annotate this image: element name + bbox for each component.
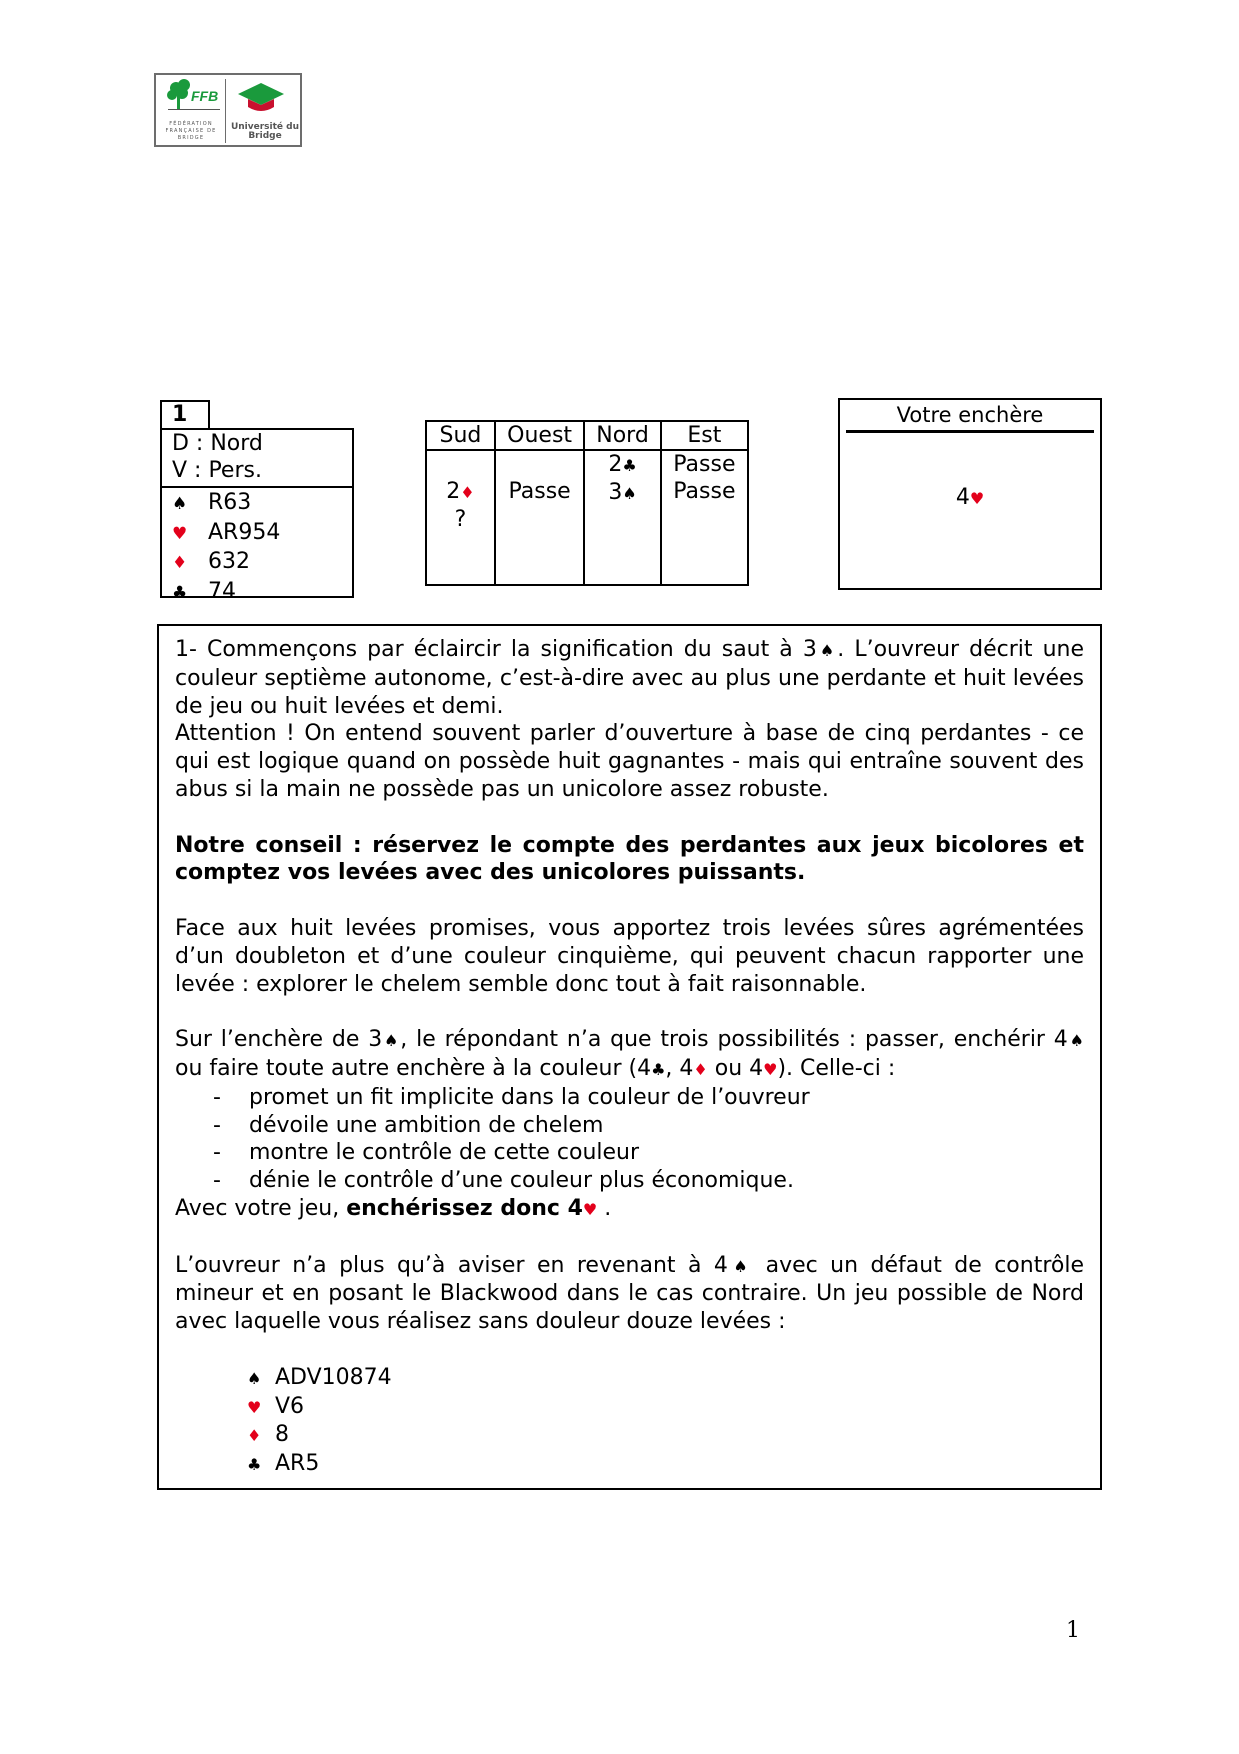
- bid-ouest-1: Passe: [508, 479, 571, 504]
- paragraph-5: Sur l’enchère de 3♠, le répondant n’a que trois possibilités : passer, enchérir 4♠ ou faire toute autre enchère à la couleur (4♣, 4♦ ou 4♥). Celle-ci :: [175, 1027, 1084, 1081]
- diamond-icon: ♦: [172, 553, 188, 573]
- ffb-subtitle: FÉDÉRATION FRANÇAISE DE BRIDGE: [165, 121, 217, 141]
- diamond-icon: ♦: [693, 1059, 708, 1079]
- advice-paragraph: Notre conseil : réservez le compte des perdantes aux jeux bicolores et comptez vos levées avec des unicolores puissants.: [175, 832, 1084, 886]
- header-nord: Nord: [584, 421, 660, 450]
- spade-icon: ♠: [1067, 1031, 1084, 1051]
- diamond-icon: ♦: [460, 483, 475, 502]
- bid-est-0: Passe: [673, 452, 736, 477]
- paragraph-1: 1- Commençons par éclaircir la signification du saut à 3♠. L’ouvreur décrit une couleur septième autonome, c’est-à-dire avec au plus une perdante et huit levées de jeu ou huit levées et demi.: [175, 637, 1085, 719]
- paragraph-4: Face aux huit levées promises, vous apportez trois levées sûres agrémentées d’un doubleton et d’une couleur cinquième, qui peuvent chacun rapporter une levée : explorer le chelem semble donc tout à fait raisonnable.: [175, 915, 1084, 997]
- suit-row-clubs: [172, 578, 352, 608]
- bid-nord-0: 2♣: [608, 452, 637, 477]
- deal-number: 1: [160, 400, 210, 428]
- dealer: D : Nord: [172, 431, 263, 456]
- north-hand: [175, 1364, 1084, 1479]
- explanation-box: [157, 624, 1102, 1490]
- north-diamonds: ♦ 8: [247, 1421, 1084, 1450]
- logo-divider: [225, 79, 226, 143]
- north-spades: ♠ ADV10874: [247, 1364, 1084, 1393]
- heart-icon: ♥: [763, 1059, 778, 1079]
- clubs-cards: 74: [208, 578, 236, 604]
- suit-row-diamonds: [172, 548, 352, 578]
- bidding-table: [425, 420, 749, 586]
- answer-box: [838, 398, 1102, 590]
- hearts-cards: AR954: [208, 519, 281, 545]
- bid-sud-2: ?: [454, 507, 467, 532]
- ffb-logo: [154, 73, 302, 147]
- club-icon: ♣: [172, 582, 188, 603]
- bullet-item: - montre le contrôle de cette couleur: [175, 1139, 1084, 1167]
- suit-row-spades: [172, 489, 352, 519]
- north-clubs: ♣ AR5: [247, 1450, 1084, 1479]
- spade-icon: ♠: [172, 494, 188, 514]
- ffb-tree-icon: [166, 79, 222, 117]
- heart-icon: ♥: [969, 489, 985, 508]
- north-hearts: ♥ V6: [247, 1393, 1084, 1422]
- graduation-cap-icon: [236, 81, 286, 115]
- bullet-item: - dénie le contrôle d’une couleur plus économique.: [175, 1167, 1084, 1195]
- column-est: [661, 450, 748, 585]
- page-number: 1: [1066, 1618, 1080, 1643]
- bullet-list: [175, 1084, 1084, 1195]
- spade-icon: ♠: [622, 484, 637, 503]
- heart-icon: ♥: [172, 523, 188, 544]
- paragraph-2: Attention ! On entend souvent parler d’ouverture à base de cinq perdantes - ce qui est logique quand on possède huit gagnantes - mais qui entraîne souvent des abus si la main ne possède pas un unicolore assez robuste.: [175, 721, 1084, 802]
- spade-icon: ♠: [247, 1368, 262, 1388]
- bid-sud-1: 2♦: [446, 479, 475, 504]
- column-sud: [426, 450, 495, 585]
- hand-box: [160, 428, 354, 604]
- header-est: Est: [661, 421, 748, 450]
- club-icon: ♣: [651, 1059, 666, 1079]
- bid-est-1: Passe: [673, 479, 736, 504]
- header-ouest: Ouest: [495, 421, 584, 450]
- bullet-item: - dévoile une ambition de chelem: [175, 1112, 1084, 1140]
- answer-divider: [846, 430, 1094, 433]
- deal-info: [162, 430, 352, 488]
- heart-icon: ♥: [582, 1199, 598, 1219]
- ffb-mark-text: FFB: [191, 88, 219, 104]
- paragraph-7: L’ouvreur n’a plus qu’à aviser en revenant à 4♠ avec un défaut de contrôle mineur et en posant le Blackwood dans le cas contraire. Un jeu possible de Nord avec laquelle vous réalisez sans douleur douze levées :: [175, 1252, 1085, 1335]
- spade-icon: ♠: [382, 1031, 401, 1051]
- bidding-header-row: [426, 421, 748, 450]
- university-text: Université du Bridge: [230, 122, 300, 141]
- heart-icon: ♥: [247, 1397, 262, 1417]
- diamonds-cards: 632: [208, 549, 250, 574]
- spade-icon: ♠: [816, 641, 838, 660]
- bid-nord-1: 3♠: [608, 480, 637, 505]
- hand-suits: [162, 488, 352, 607]
- header-sud: Sud: [426, 421, 495, 450]
- answer-title: Votre enchère: [896, 403, 1044, 427]
- spade-icon: ♠: [727, 1256, 754, 1276]
- diamond-icon: ♦: [247, 1426, 262, 1446]
- paragraph-6: Avec votre jeu, enchérissez donc 4♥ .: [175, 1195, 612, 1221]
- column-nord: [584, 450, 660, 585]
- club-icon: ♣: [622, 456, 637, 475]
- vulnerability: V : Pers.: [172, 458, 262, 483]
- answer-bid: 4♥: [955, 485, 985, 510]
- suit-row-hearts: [172, 519, 352, 549]
- column-ouest: [495, 450, 584, 585]
- bullet-item: - promet un fit implicite dans la couleur de l’ouvreur: [175, 1084, 1084, 1112]
- spades-cards: R63: [208, 490, 252, 515]
- bidding-body-row: [426, 450, 748, 585]
- club-icon: ♣: [247, 1455, 262, 1475]
